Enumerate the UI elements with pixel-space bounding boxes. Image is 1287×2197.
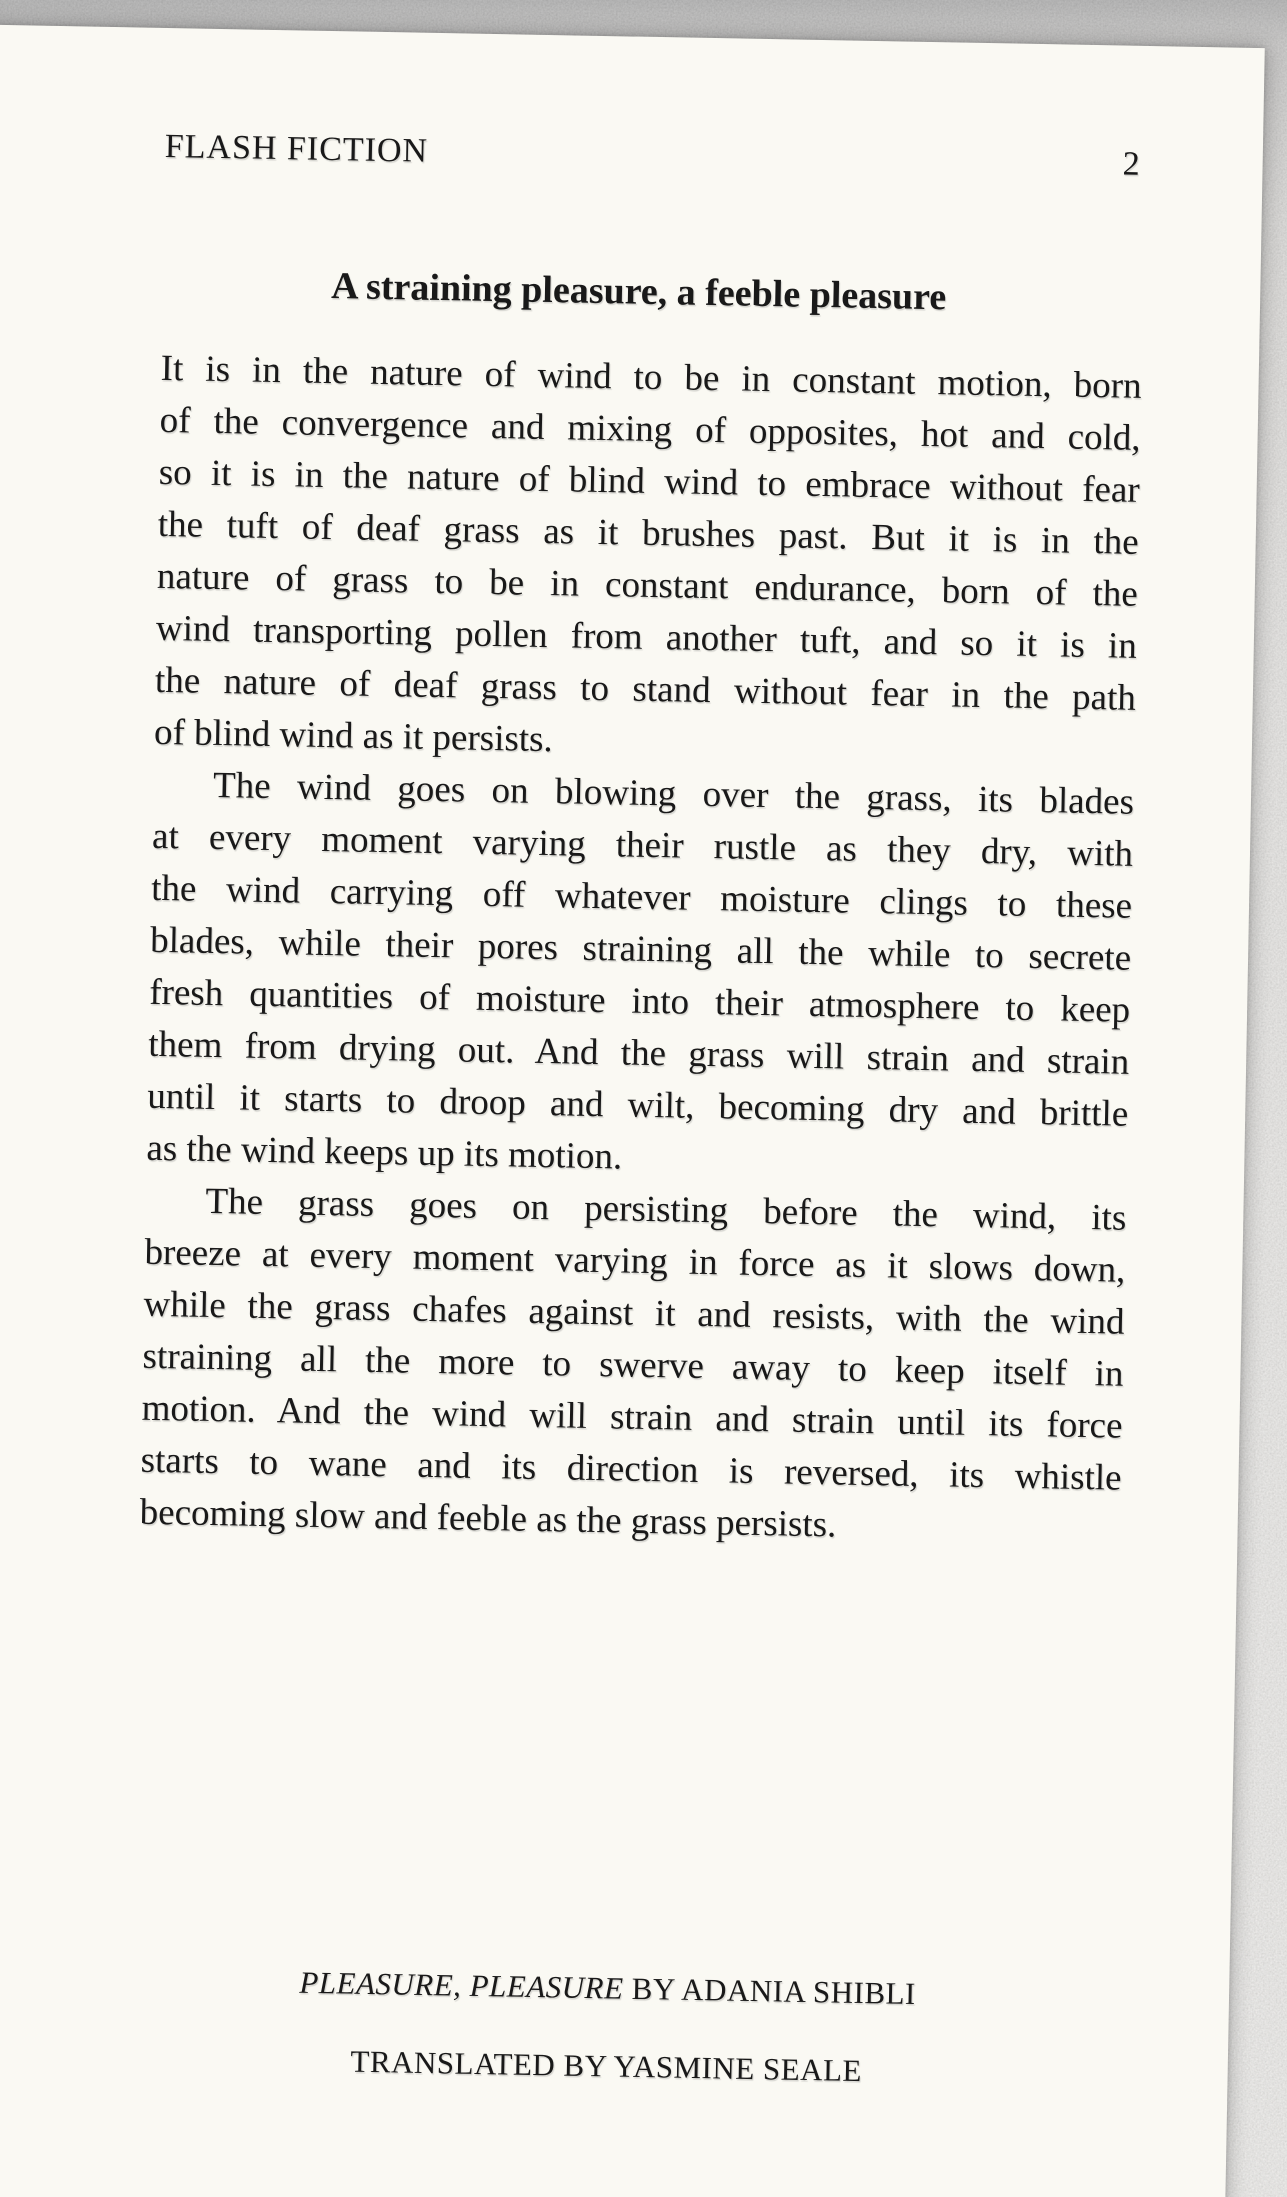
body-line: at every moment varying their rustle as they dry, with [151, 815, 1134, 875]
body-line: the wind carrying off whatever moisture clings to these [150, 867, 1133, 927]
paragraph [154, 343, 1142, 777]
body-line: the tuft of deaf grass as it brushes past. But it is in the [157, 503, 1140, 563]
body-line: fresh quantities of moisture into their atmosphere to keep [148, 971, 1131, 1031]
body-line: wind transporting pollen from another tuft, and so it is in [155, 607, 1138, 667]
footer-attribution-line [117, 1960, 1099, 2016]
body-line: straining all the more to swerve away to keep itself in [142, 1335, 1124, 1395]
paragraph [146, 759, 1134, 1193]
page-content [0, 123, 1263, 2097]
body-line: starts to wane and its direction is reversed, its whistle [140, 1439, 1122, 1499]
body-line: while the grass chafes against it and resists, with the wind [143, 1283, 1125, 1343]
translator-credit: TRANSLATED BY YASMINE SEALE [350, 2043, 863, 2089]
body-line: of the convergence and mixing of opposites, hot and cold, [159, 399, 1141, 459]
paragraph [139, 1175, 1127, 1557]
body-line: as the wind keeps up its motion. [146, 1127, 623, 1178]
story-footer [115, 1960, 1098, 2094]
page-number: 2 [1122, 145, 1140, 183]
story-title: A straining pleasure, a feeble pleasure [330, 265, 947, 319]
book-title-italic: PLEASURE, PLEASURE [299, 1964, 624, 2006]
body-line: of blind wind as it persists. [153, 711, 554, 761]
body-line: motion. And the wind will strain and strain until its force [141, 1387, 1123, 1447]
body-line: so it is in the nature of blind wind to embrace without fear [158, 451, 1141, 511]
body-line: The grass goes on persisting before the wind, its [205, 1180, 1127, 1239]
story-body [139, 343, 1142, 1557]
body-line: The wind goes on blowing over the grass, its blades [212, 764, 1135, 823]
body-line: breeze at every moment varying in force as it slows down, [144, 1231, 1126, 1291]
body-line: becoming slow and feeble as the grass persists. [139, 1491, 837, 1546]
body-line: until it starts to droop and wilt, becoming dry and brittle [147, 1075, 1129, 1135]
running-header [164, 127, 1146, 185]
author-credit: BY ADANIA SHIBLI [623, 1970, 917, 2012]
publication-name: FLASH FICTION [164, 127, 429, 170]
body-line: the nature of deaf grass to stand without fear in the path [154, 659, 1137, 719]
body-line: blades, while their pores straining all the while to secrete [149, 919, 1132, 979]
body-line: It is in the nature of wind to be in constant motion, born [160, 347, 1142, 407]
paper-page [0, 24, 1265, 2197]
body-line: nature of grass to be in constant endurance, born of the [156, 555, 1139, 615]
body-line: them from drying out. And the grass will strain and strain [147, 1023, 1130, 1083]
